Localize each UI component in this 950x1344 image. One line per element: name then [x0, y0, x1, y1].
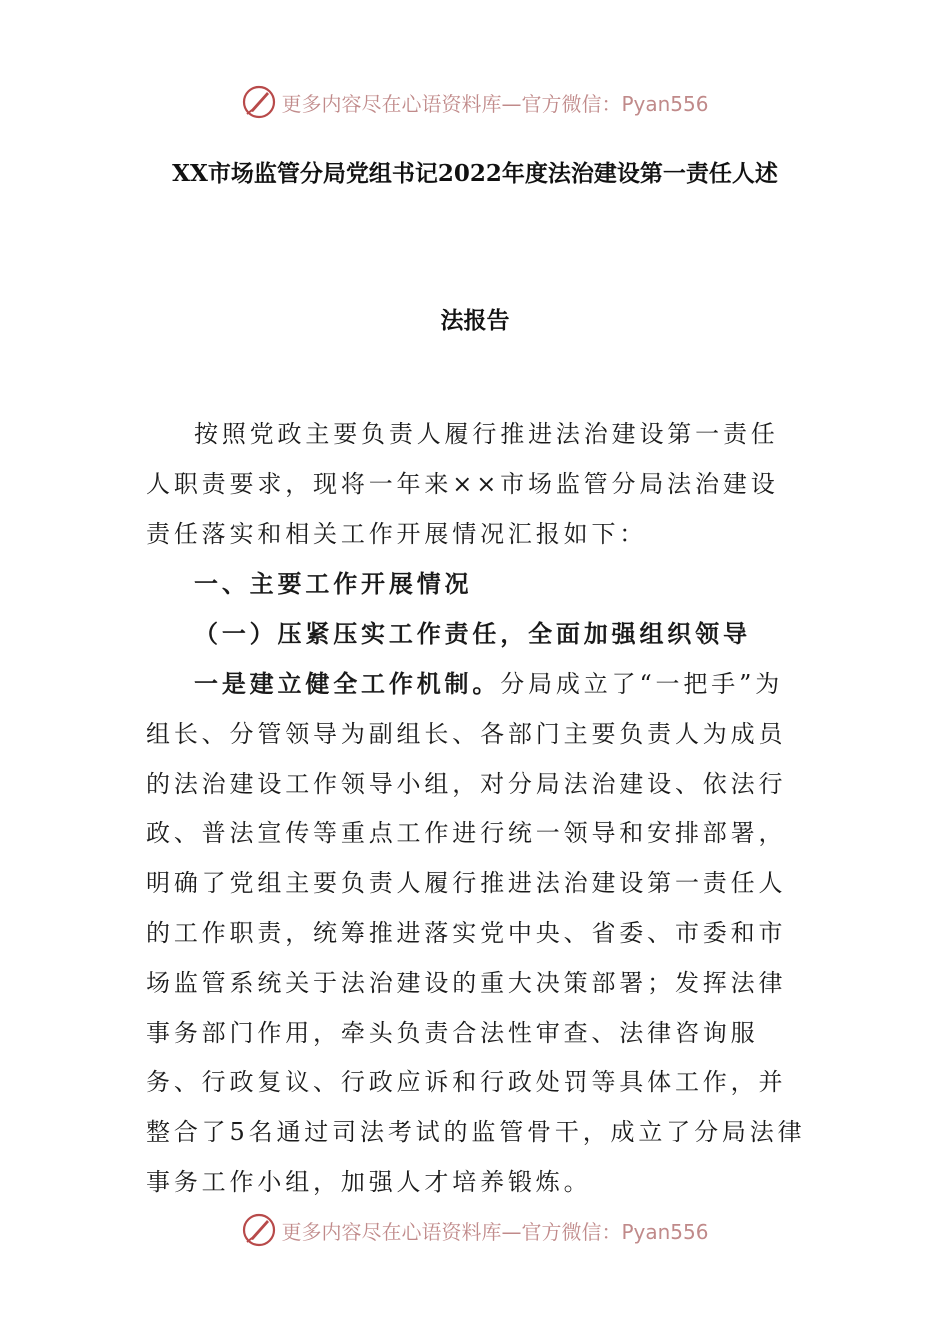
document-title-line2: 法报告	[440, 307, 510, 334]
watermark-text: 更多内容尽在心语资料库—官方微信：Pyan556	[281, 91, 709, 116]
intro-text: 按照党政主要负责人履行推进法治建设第一责任人职责要求，现将一年来××市场监管分局法治建设责任落实和相关工作开展情况汇报如下：	[146, 420, 779, 548]
section-heading	[146, 559, 806, 609]
heading-responsibility: （一）压紧压实工作责任，全面加强组织领导	[194, 619, 751, 648]
subsection-heading	[146, 609, 806, 659]
watermark-footer	[0, 1208, 950, 1252]
heading-main-work: 一、主要工作开展情况	[194, 569, 473, 598]
quill-pen-icon	[241, 84, 277, 120]
watermark-header	[0, 80, 950, 124]
quill-pen-icon	[241, 1212, 277, 1248]
watermark-text: 更多内容尽在心语资料库—官方微信：Pyan556	[281, 1219, 709, 1244]
item1-body: 分局成立了“一把手”为组长、分管领导为副组长、各部门主要负责人为成员的法治建设工作领导小组，对分局法治建设、依法行政、普法宣传等重点工作进行统一领导和安排部署，明确了党组主要负责人履行推进法治建设第一责任人的工作职责，统筹推进落实党中央、省委、市委和市场监管系统关于法治建设的重大决策部署；发挥法律事务部门作用，牵头负责合法性审查、法律咨询服务、行政复议、行政应诉和行政处罚等具体工作，并整合了5名通过司法考试的监管骨干，成立了分局法律事务工作小组，加强人才培养锻炼。	[146, 670, 806, 1196]
item-paragraph	[146, 659, 806, 1208]
item1-lead: 一是建立健全工作机制。	[194, 669, 501, 698]
document-title-line1: XX市场监管分局党组书记2022年度法治建设第一责任人述	[172, 160, 778, 187]
item1-text-block	[146, 659, 806, 1208]
intro-paragraph	[146, 410, 806, 559]
